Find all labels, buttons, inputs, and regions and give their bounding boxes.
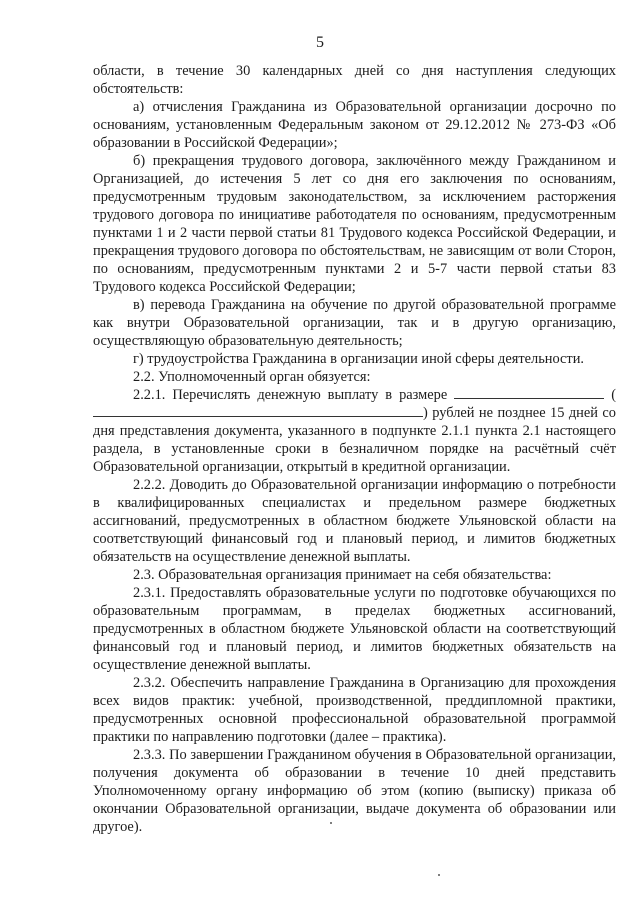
clause-2-3-1: 2.3.1. Предоставлять образовательные услуги по подготовке обучающихся по образовательным программам, в пределах бюджетных ассигнований, предусмотренных в областном бюджете Ульяновской области на соответствующий финансовый год и плановый период, и лимитов бюджетных обязательств на осуществление денежной выплаты.: [93, 585, 616, 673]
clause-2-2-1-rest: рублей не позднее 15 дней со дня представления документа, указанного в подпункте 2.1.1 пункта 2.1 настоящего раздела, в установленные сроки в безналичном порядке на расчётный счёт Образовательной организации, открытый в кредитной организации.: [93, 405, 616, 475]
clause-2-2-1-lead: 2.2.1. Перечислять денежную выплату в размере: [133, 387, 448, 403]
scan-speck: [330, 822, 332, 824]
close-paren: ): [423, 405, 428, 421]
amount-blank-field: [454, 386, 604, 399]
paragraph-continuation: области, в течение 30 календарных дней со дня наступления следующих обстоятельств:: [93, 63, 616, 97]
section-2-2-heading: 2.2. Уполномоченный орган обязуется:: [133, 369, 371, 385]
paragraph-item-b: б) прекращения трудового договора, заключённого между Гражданином и Организацией, до истечения 5 лет со дня его заключения по основаниям, предусмотренным трудовым законодательством, за исключением расторжения трудового договора по инициативе работодателя по основаниям, предусмотренным пунктами 1 и 2 части первой статьи 81 Трудового кодекса Российской Федерации, и прекращения трудового договора по обстоятельствам, не зависящим от воли Сторон, по основаниям, предусмотренным пунктами 2 и 5-7 части первой статьи 83 Трудового кодекса Российской Федерации;: [93, 153, 616, 295]
paragraph-item-a: а) отчисления Гражданина из Образовательной организации досрочно по основаниям, установленным Федеральным законом от 29.12.2012 № 273-ФЗ «Об образовании в Российской Федерации»;: [93, 99, 616, 151]
amount-words-blank-field: [93, 404, 423, 417]
section-2-3-heading: 2.3. Образовательная организация принимает на себя обязательства:: [133, 567, 552, 583]
clause-2-2-1: [93, 386, 616, 476]
clause-2-3-2: 2.3.2. Обеспечить направление Гражданина в Организацию для прохождения всех видов практик: учебной, производственной, преддипломной практики, предусмотренных основной профессиональной образовательной программой практики по направлению подготовки (далее – практика).: [93, 675, 616, 745]
open-paren: (: [611, 387, 616, 403]
clause-2-2-2: 2.2.2. Доводить до Образовательной организации информацию о потребности в квалифицированных специалистах и предельном размере бюджетных ассигнований, предусмотренных в областном бюджете Ульяновской области на соответствующий финансовый год и плановый период, и лимитов бюджетных обязательств на осуществление денежной выплаты.: [93, 477, 616, 565]
page-number: 5: [316, 34, 324, 51]
paragraph-item-g: г) трудоустройства Гражданина в организации иной сферы деятельности.: [133, 351, 585, 367]
document-body: [93, 62, 616, 836]
scan-speck: [438, 874, 440, 876]
clause-2-3-3: 2.3.3. По завершении Гражданином обучения в Образовательной организации, получения документа об образовании в течение 10 дней представить Уполномоченному органу информацию об этом (копию (выписку) приказа об окончании Образовательной организации, выдаче документа об образовании или другое).: [93, 747, 616, 835]
paragraph-item-v: в) перевода Гражданина на обучение по другой образовательной программе как внутри Образовательной организации, так и в другую организацию, осуществляющую образовательную деятельность;: [93, 297, 616, 349]
